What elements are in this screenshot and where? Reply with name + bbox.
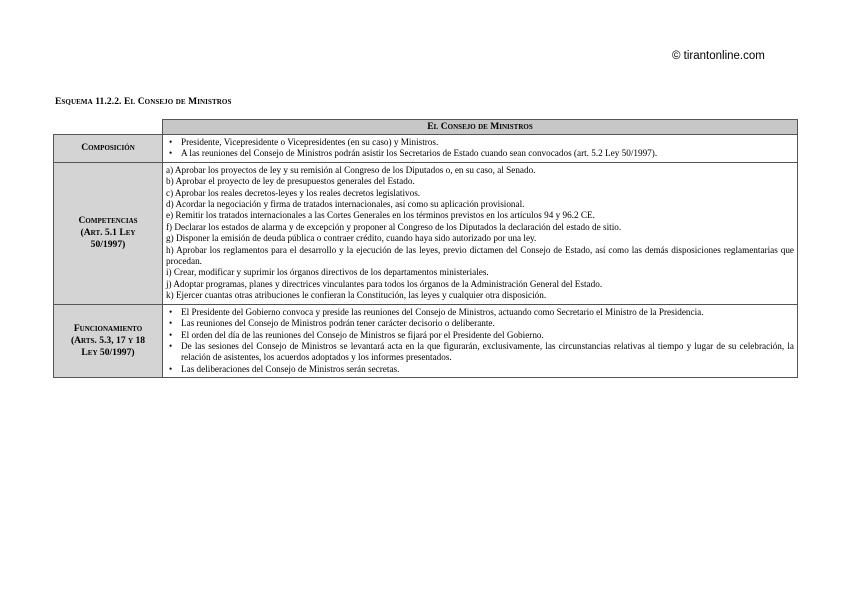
row-content-funcionamiento <box>163 304 798 377</box>
list-item: f) Declarar los estados de alarma y de excepción y proponer al Congreso de los Diputados la declaración del estado de sitio. <box>166 221 622 232</box>
list-item: e) Remitir los tratados internacionales a las Cortes Generales en los términos previstos en los artículos 94 y 96.2 CE. <box>166 210 595 221</box>
row-label-competencias: Competencias (Art. 5.1 Ley 50/1997) <box>54 162 163 304</box>
list-item: • Presidente, Vicepresidente o Vicepresidentes (en su caso) y Ministros. <box>169 137 439 147</box>
list-item: • El orden del día de las reuniones del Consejo de Ministros se fijará por el Presidente del Gobierno. <box>169 329 544 340</box>
scheme-caption: Esquema 11.2.2. El Consejo de Ministros <box>55 97 232 107</box>
row-content-competencias <box>163 162 798 304</box>
copyright-watermark: © tirantonline.com <box>672 50 765 62</box>
list-item: h) Aprobar los reglamentos para el desarrollo y la ejecución de las leyes, previo dictamen del Consejo de Estado, así como las demás disposiciones reglamentarias que procedan. <box>166 244 794 267</box>
bullet-icon: • <box>169 329 173 340</box>
list-item: k) Ejercer cuantas otras atribuciones le confieran la Constitución, las leyes y cualquier otra disposición. <box>166 290 547 301</box>
bullet-icon: • <box>169 340 173 351</box>
list-item: a) Aprobar los proyectos de ley y su remisión al Congreso de los Diputados o, en su caso, al Senado. <box>166 164 536 175</box>
row-content-composicion <box>163 135 798 163</box>
list-item: j) Adoptar programas, planes y directrices vinculantes para todos los órganos de la Administración General del Estado. <box>166 278 603 289</box>
list-item: • A las reuniones del Consejo de Ministros podrán asistir los Secretarios de Estado cuando sean convocados (art. 5.2 Ley 50/1997). <box>169 148 658 159</box>
table-header: El Consejo de Ministros <box>163 120 798 135</box>
list-item: • Las deliberaciones del Consejo de Ministros serán secretas. <box>169 363 400 374</box>
table-header-row <box>54 120 798 135</box>
list-item: • El Presidente del Gobierno convoca y preside las reuniones del Consejo de Ministros, actuando como Secretario el Ministro de la Presidencia. <box>169 306 704 317</box>
row-label-funcionamiento: Funcionamiento (Arts. 5.3, 17 y 18 Ley 50/1997) <box>54 304 163 377</box>
list-item: g) Disponer la emisión de deuda pública o contraer crédito, cuando haya sido autorizado por una ley. <box>166 233 537 244</box>
council-of-ministers-table <box>53 119 798 378</box>
list-item: b) Aprobar el proyecto de ley de presupuestos generales del Estado. <box>166 176 415 187</box>
list-item: i) Crear, modificar y suprimir los órganos directivos de los departamentos ministeriales. <box>166 267 489 278</box>
list-item: c) Aprobar los reales decretos-leyes y los reales decretos legislativos. <box>166 187 421 198</box>
bullet-icon: • <box>169 306 173 317</box>
table-row-competencias <box>54 162 798 304</box>
bullet-icon: • <box>169 363 173 374</box>
bullet-icon: • <box>169 148 173 159</box>
list-item: d) Acordar la negociación y firma de tratados internacionales, así como su aplicación provisional. <box>166 199 525 210</box>
bullet-icon: • <box>169 318 173 329</box>
row-label-composicion: Composición <box>54 135 163 163</box>
bullet-icon: • <box>169 137 173 147</box>
table-row-composicion <box>54 135 798 163</box>
list-item: • Las reuniones del Consejo de Ministros podrán tener carácter decisorio o deliberante. <box>169 318 495 329</box>
corner-cell <box>54 120 163 135</box>
list-item: • De las sesiones del Consejo de Ministros se levantará acta en la que figurarán, exclusivamente, las circunstancias relativas al tiempo y lugar de su celebración, la relación de asistentes, los acuerdos adoptados y los informes presentados. <box>169 340 794 363</box>
table-row-funcionamiento <box>54 304 798 377</box>
